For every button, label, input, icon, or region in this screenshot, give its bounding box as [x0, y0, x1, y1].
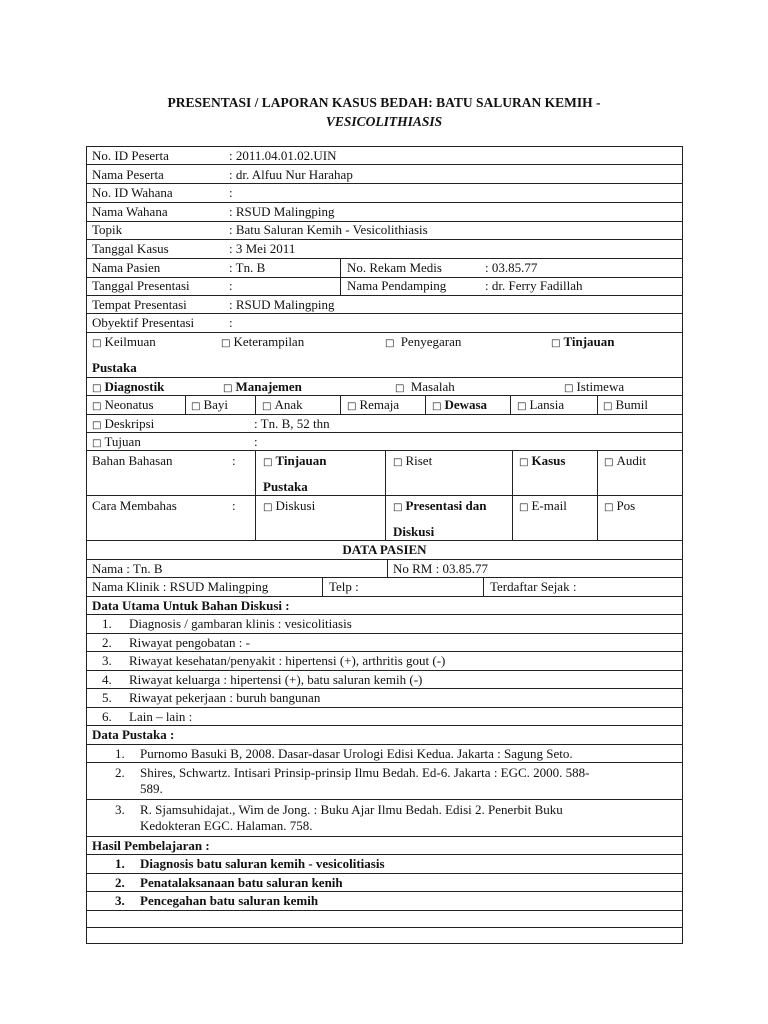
data-pasien-heading: DATA PASIEN: [342, 542, 427, 557]
bahan-audit: □ Audit: [604, 453, 647, 468]
checkbox-icon[interactable]: □: [604, 457, 614, 468]
row-divider: [86, 762, 683, 763]
column-divider: [340, 258, 341, 296]
topik-label: Topik: [92, 222, 123, 237]
nama-pasien-value: : Tn. B: [229, 260, 266, 275]
checkbox-icon[interactable]: □: [263, 502, 273, 513]
age-bayi: □ Bayi: [191, 397, 229, 412]
checkbox-icon[interactable]: □: [432, 401, 442, 412]
row-divider: [86, 332, 683, 333]
rekam-medis-value: : 03.85.77: [485, 260, 538, 275]
column-divider: [597, 395, 598, 414]
deskripsi-label: □ Deskripsi: [92, 416, 155, 431]
list-item: Riwayat pekerjaan : buruh bangunan: [129, 690, 321, 705]
column-divider: [185, 395, 186, 414]
nama-peserta-value: : dr. Alfuu Nur Harahap: [229, 167, 353, 182]
row-divider: [86, 707, 683, 708]
row-divider: [86, 377, 683, 378]
row-divider: [86, 651, 683, 652]
option-pustaka: Pustaka: [92, 360, 137, 375]
reference-number: 2.: [115, 765, 125, 780]
pendamping-value: : dr. Ferry Fadillah: [485, 278, 583, 293]
checkbox-icon[interactable]: □: [221, 338, 231, 349]
id-wahana-value: :: [229, 185, 233, 200]
age-dewasa: □ Dewasa: [432, 397, 488, 412]
tempat-presentasi-label: Tempat Presentasi: [92, 297, 187, 312]
bahan-kasus: □ Kasus: [519, 453, 566, 468]
column-divider: [510, 395, 511, 414]
cara-membahas-colon: :: [232, 498, 236, 513]
row-divider: [86, 910, 683, 911]
list-item-number: 3.: [115, 893, 125, 908]
checkbox-icon[interactable]: □: [92, 438, 102, 449]
option-istimewa: □ Istimewa: [564, 379, 625, 394]
checkbox-icon[interactable]: □: [92, 401, 102, 412]
topik-value: : Batu Saluran Kemih - Vesicolithiasis: [229, 222, 428, 237]
row-divider: [86, 891, 683, 892]
checkbox-icon[interactable]: □: [564, 383, 574, 394]
deskripsi-value: : Tn. B, 52 thn: [254, 416, 330, 431]
row-divider: [86, 559, 683, 560]
row-divider: [86, 614, 683, 615]
nama-wahana-value: : RSUD Malingping: [229, 204, 335, 219]
hasil-heading: Hasil Pembelajaran :: [92, 838, 210, 853]
row-divider: [86, 799, 683, 800]
pasien-telp: Telp :: [329, 579, 359, 594]
tempat-presentasi-value: : RSUD Malingping: [229, 297, 335, 312]
checkbox-icon[interactable]: □: [604, 502, 614, 513]
document-title: PRESENTASI / LAPORAN KASUS BEDAH: BATU SALURAN KEMIH -: [167, 95, 601, 110]
column-divider: [512, 450, 513, 541]
list-item: Riwayat keluarga : hipertensi (+), batu saluran kemih (-): [129, 672, 423, 687]
checkbox-icon[interactable]: □: [395, 383, 405, 394]
age-neonatus: □ Neonatus: [92, 397, 154, 412]
row-divider: [86, 313, 683, 314]
tujuan-value: :: [254, 434, 258, 449]
cara-membahas-label: Cara Membahas: [92, 498, 177, 513]
row-divider: [86, 725, 683, 726]
checkbox-icon[interactable]: □: [347, 401, 357, 412]
checkbox-icon[interactable]: □: [393, 457, 403, 468]
checkbox-icon[interactable]: □: [519, 457, 529, 468]
list-item: Penatalaksanaan batu saluran kenih: [140, 875, 343, 890]
list-item-number: 3.: [102, 653, 112, 668]
row-divider: [86, 577, 683, 578]
option-keilmuan: □ Keilmuan: [92, 334, 156, 349]
checkbox-icon[interactable]: □: [385, 338, 395, 349]
bahan-bahasan-colon: :: [232, 453, 236, 468]
nama-wahana-label: Nama Wahana: [92, 204, 168, 219]
cara-presentasi: □ Presentasi dan: [393, 498, 487, 513]
age-remaja: □ Remaja: [347, 397, 400, 412]
cara-pos: □ Pos: [604, 498, 636, 513]
checkbox-icon[interactable]: □: [223, 383, 233, 394]
row-divider: [86, 183, 683, 184]
column-divider: [255, 450, 256, 541]
row-divider: [86, 633, 683, 634]
checkbox-icon[interactable]: □: [519, 502, 529, 513]
pasien-klinik: Nama Klinik : RSUD Malingping: [92, 579, 269, 594]
pendamping-label: Nama Pendamping: [347, 278, 447, 293]
checkbox-icon[interactable]: □: [92, 383, 102, 394]
bahan-riset: □ Riset: [393, 453, 433, 468]
option-keterampilan: □ Keterampilan: [221, 334, 305, 349]
rekam-medis-label: No. Rekam Medis: [347, 260, 442, 275]
reference-item: Shires, Schwartz. Intisari Prinsip-prinsip Ilmu Bedah. Ed-6. Jakarta : EGC. 2000. 588-: [140, 765, 590, 780]
row-divider: [86, 258, 683, 259]
nama-peserta-label: Nama Peserta: [92, 167, 164, 182]
option-masalah: □ Masalah: [395, 379, 455, 394]
checkbox-icon[interactable]: □: [263, 457, 273, 468]
tanggal-kasus-value: : 3 Mei 2011: [229, 241, 296, 256]
obyektif-label: Obyektif Presentasi: [92, 315, 195, 330]
data-utama-heading: Data Utama Untuk Bahan Diskusi :: [92, 598, 290, 613]
option-penyegaran: □ Penyegaran: [385, 334, 462, 349]
row-divider: [86, 836, 683, 837]
list-item-number: 2.: [115, 875, 125, 890]
column-divider: [425, 395, 426, 414]
age-anak: □ Anak: [262, 397, 303, 412]
list-item-number: 1.: [115, 856, 125, 871]
list-item-number: 4.: [102, 672, 112, 687]
row-divider: [86, 670, 683, 671]
age-bumil: □ Bumil: [603, 397, 648, 412]
cara-email: □ E-mail: [519, 498, 567, 513]
row-divider: [86, 854, 683, 855]
column-divider: [322, 577, 323, 596]
row-divider: [86, 596, 683, 597]
checkbox-icon[interactable]: □: [517, 401, 527, 412]
age-lansia: □ Lansia: [517, 397, 565, 412]
row-divider: [86, 873, 683, 874]
row-divider: [86, 688, 683, 689]
row-divider: [86, 164, 683, 165]
list-item: Riwayat pengobatan : -: [129, 635, 250, 650]
reference-number: 1.: [115, 746, 125, 761]
list-item-number: 1.: [102, 616, 112, 631]
option-diagnostik: □ Diagnostik: [92, 379, 165, 394]
document-subtitle: VESICOLITHIASIS: [325, 114, 443, 129]
list-item: Diagnosis batu saluran kemih - vesicolitiasis: [140, 856, 385, 871]
pasien-terdaftar: Terdaftar Sejak :: [490, 579, 577, 594]
list-item-number: 5.: [102, 690, 112, 705]
reference-item: Purnomo Basuki B, 2008. Dasar-dasar Urologi Edisi Kedua. Jakarta : Sagung Seto.: [140, 746, 573, 761]
cara-diskusi-2: Diskusi: [393, 524, 435, 539]
row-divider: [86, 744, 683, 745]
tanggal-presentasi-label: Tanggal Presentasi: [92, 278, 190, 293]
column-divider: [387, 559, 388, 578]
id-peserta-label: No. ID Peserta: [92, 148, 169, 163]
reference-item: R. Sjamsuhidajat., Wim de Jong. : Buku Ajar Ilmu Bedah. Edisi 2. Penerbit Buku: [140, 802, 563, 817]
obyektif-value: :: [229, 315, 233, 330]
bahan-tinjauan: □ Tinjauan: [263, 453, 327, 468]
row-divider: [86, 239, 683, 240]
option-tinjauan: □ Tinjauan: [551, 334, 615, 349]
reference-item-cont: 589.: [140, 781, 163, 796]
checkbox-icon[interactable]: □: [92, 420, 102, 431]
checkbox-icon[interactable]: □: [551, 338, 561, 349]
list-item: Riwayat kesehatan/penyakit : hipertensi (+), arthritis gout (-): [129, 653, 446, 668]
data-pustaka-heading: Data Pustaka :: [92, 727, 175, 742]
pasien-no-rm: No RM : 03.85.77: [393, 561, 488, 576]
bahan-pustaka: Pustaka: [263, 479, 308, 494]
cara-diskusi: □ Diskusi: [263, 498, 316, 513]
column-divider: [483, 577, 484, 596]
column-divider: [385, 450, 386, 541]
tanggal-presentasi-value: :: [229, 278, 233, 293]
checkbox-icon[interactable]: □: [393, 502, 403, 513]
column-divider: [597, 450, 598, 541]
column-divider: [255, 395, 256, 414]
option-manajemen: □ Manajemen: [223, 379, 302, 394]
bahan-bahasan-label: Bahan Bahasan: [92, 453, 173, 468]
tujuan-label: □ Tujuan: [92, 434, 141, 449]
column-divider: [340, 395, 341, 414]
row-divider: [86, 432, 683, 433]
list-item-number: 6.: [102, 709, 112, 724]
row-divider: [86, 927, 683, 928]
list-item: Diagnosis / gambaran klinis : vesicolitiasis: [129, 616, 352, 631]
row-divider: [86, 295, 683, 296]
list-item: Lain – lain :: [129, 709, 193, 724]
checkbox-icon[interactable]: □: [92, 338, 102, 349]
reference-item-cont: Kedokteran EGC. Halaman. 758.: [140, 818, 313, 833]
nama-pasien-label: Nama Pasien: [92, 260, 161, 275]
checkbox-icon[interactable]: □: [262, 401, 272, 412]
pasien-nama: Nama : Tn. B: [92, 561, 163, 576]
list-item-number: 2.: [102, 635, 112, 650]
id-wahana-label: No. ID Wahana: [92, 185, 173, 200]
row-divider: [86, 202, 683, 203]
checkbox-icon[interactable]: □: [191, 401, 201, 412]
list-item: Pencegahan batu saluran kemih: [140, 893, 319, 908]
reference-number: 3.: [115, 802, 125, 817]
id-peserta-value: : 2011.04.01.02.UIN: [229, 148, 337, 163]
checkbox-icon[interactable]: □: [603, 401, 613, 412]
tanggal-kasus-label: Tanggal Kasus: [92, 241, 169, 256]
